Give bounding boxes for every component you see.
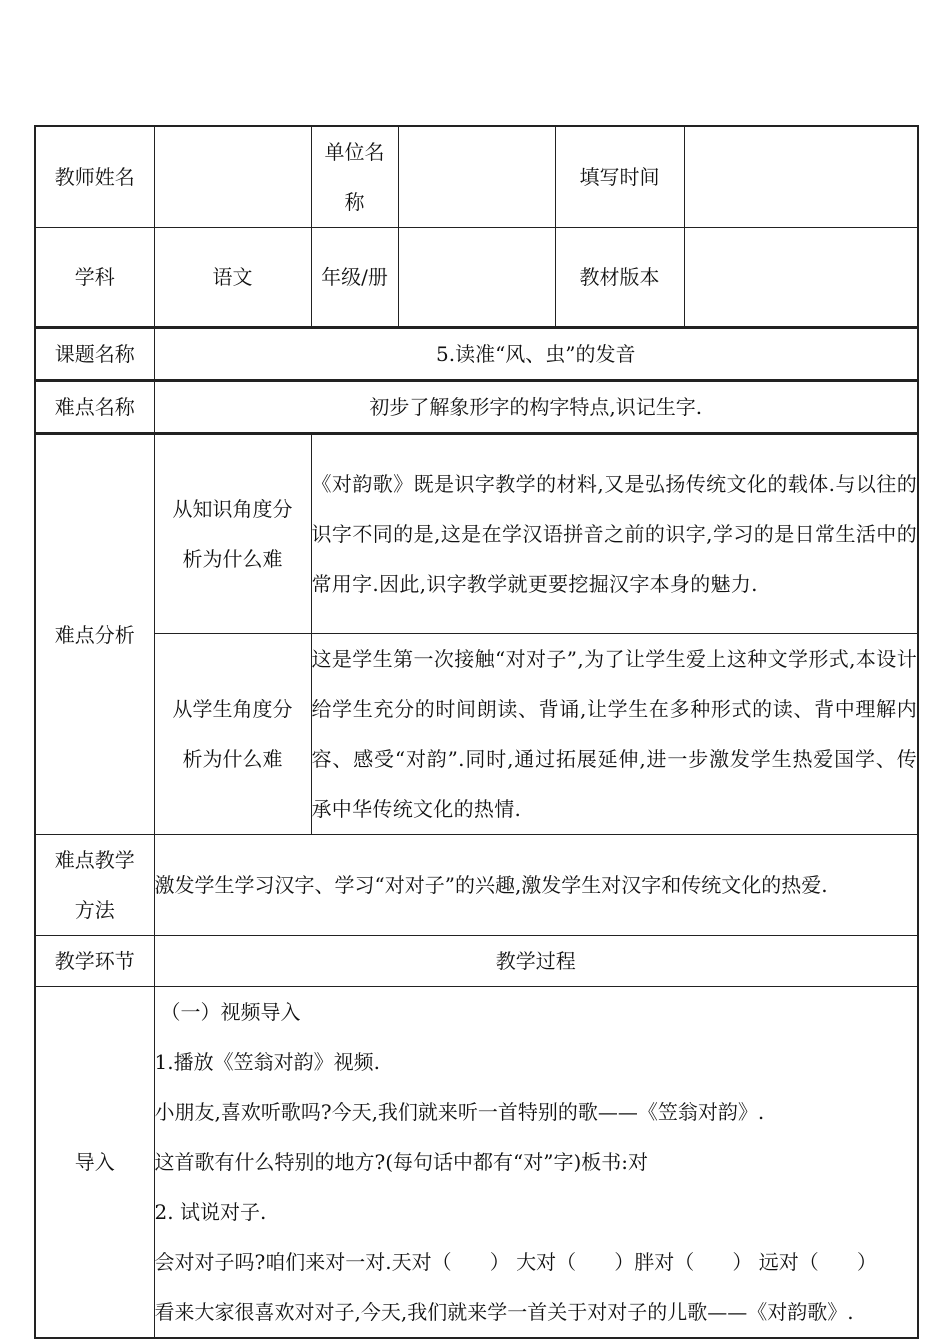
fill-time-label: 填写时间 [555,126,684,228]
process-label: 教学过程 [154,936,918,987]
row-method [35,835,918,936]
topic-label: 课题名称 [35,328,154,381]
subject-label: 学科 [35,228,154,328]
unit-name-value[interactable] [398,126,555,228]
unit-name-label: 单位名称 [311,126,398,228]
subject-value: 语文 [154,228,311,328]
row-difficulty [35,381,918,434]
teacher-name-value[interactable] [154,126,311,228]
intro-label: 导入 [35,987,154,1339]
row-process-header [35,936,918,987]
grade-value[interactable] [398,228,555,328]
student-angle-label: 从学生角度分析为什么难 [154,634,311,835]
method-label: 难点教学方法 [35,835,154,936]
edition-value[interactable] [684,228,918,328]
intro-line: 小朋友,喜欢听歌吗?今天,我们就来听一首特别的歌——《笠翁对韵》. [154,1100,765,1124]
topic-value: 5.读准“风、虫”的发音 [154,328,918,381]
grade-label: 年级/册 [311,228,398,328]
row-intro [35,987,918,1339]
stage-label: 教学环节 [35,936,154,987]
intro-section-title: （一）视频导入 [160,1000,301,1024]
fill-time-value[interactable] [684,126,918,228]
analysis-label: 难点分析 [35,434,154,835]
row-topic [35,328,918,381]
knowledge-angle-text: 《对韵歌》既是识字教学的材料,又是弘扬传统文化的载体.与以往的识字不同的是,这是在学汉语拼音之前的识字,学习的是日常生活中的常用字.因此,识字教学就更要挖掘汉字本身的魅力. [311,434,918,634]
row-teacher [35,126,918,228]
intro-line: 看来大家很喜欢对对子,今天,我们就来学一首关于对对子的儿歌——《对韵歌》. [154,1300,854,1324]
teacher-name-label: 教师姓名 [35,126,154,228]
student-angle-text: 这是学生第一次接触“对对子”,为了让学生爱上这种文学形式,本设计给学生充分的时间朗读、背诵,让学生在多种形式的读、背中理解内容、感受“对韵”.同时,通过拓展延伸,进一步激发学生热爱国学、传承中华传统文化的热情. [311,634,918,835]
lesson-plan-table [34,125,919,1339]
difficulty-value: 初步了解象形字的构字特点,识记生字. [154,381,918,434]
intro-line: 会对对子吗?咱们来对一对.天对（ ） 大对（ ）胖对（ ） 远对（ ） [154,1250,877,1274]
knowledge-angle-label: 从知识角度分析为什么难 [154,434,311,634]
method-text: 激发学生学习汉字、学习“对对子”的兴趣,激发学生对汉字和传统文化的热爱. [154,835,918,936]
difficulty-label: 难点名称 [35,381,154,434]
edition-label: 教材版本 [555,228,684,328]
row-analysis-student [35,634,918,835]
intro-line: 2. 试说对子. [154,1200,267,1224]
intro-content [154,987,918,1339]
row-analysis-knowledge [35,434,918,634]
intro-line: 这首歌有什么特别的地方?(每句话中都有“对”字)板书:对 [154,1150,649,1174]
intro-line: 1.播放《笠翁对韵》视频. [154,1050,380,1074]
row-subject [35,228,918,328]
